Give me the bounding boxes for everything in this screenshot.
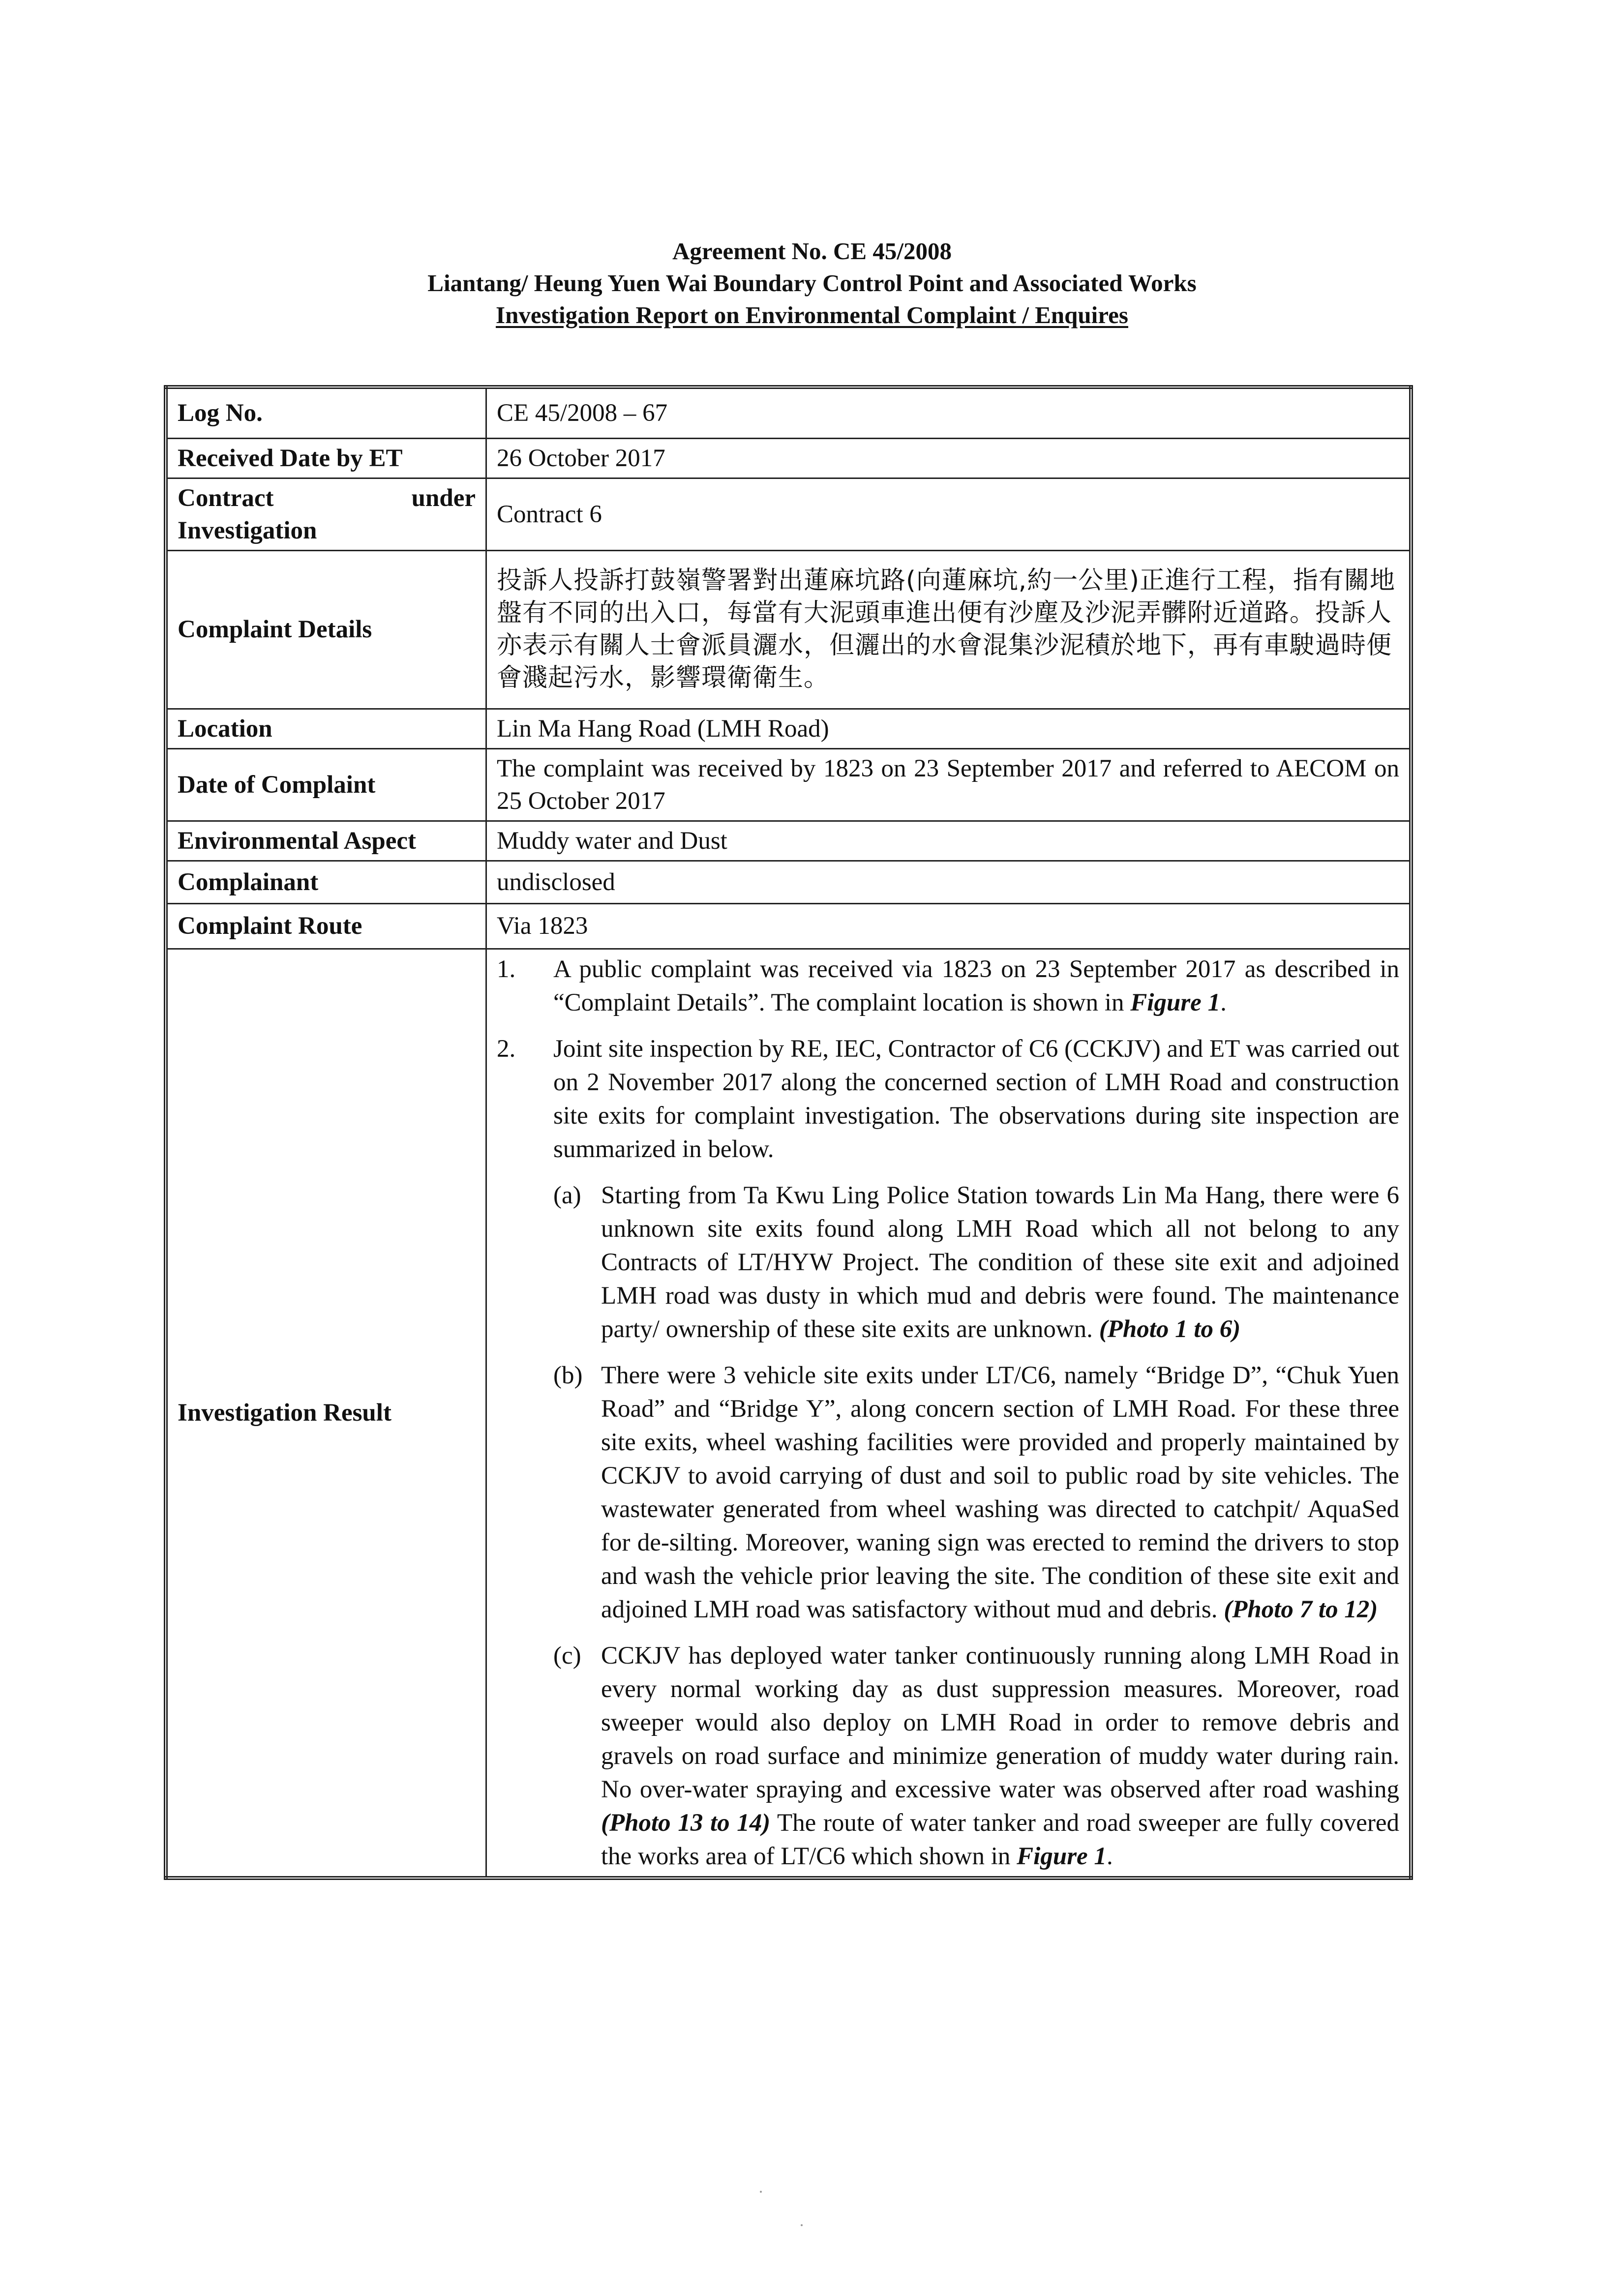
- item-text: CCKJV has deployed water tanker continuously running along LMH Road in every normal working day as dust suppression measures. Moreover, road sweeper would also deploy on LMH Road in order to remove debris and gravels on road surface and minimize generation of muddy water during rain. No over-water spraying and excessive water was observed after road washing: [601, 1641, 1399, 1803]
- scan-speck: [760, 2191, 762, 2193]
- contract-label-part3: Investigation: [178, 516, 317, 544]
- paragraph-text: Joint site inspection by RE, IEC, Contractor of C6 (CCKJV) and ET was carried out on 2 November 2017 along the concerned section of LMH Road and construction site exits for complaint investigation. The observations during site inspection are summarized in below.: [553, 1035, 1399, 1163]
- date-of-complaint-label: Date of Complaint: [166, 748, 486, 821]
- figure-reference: Figure 1: [1017, 1842, 1107, 1870]
- complaint-details-label: Complaint Details: [166, 550, 486, 709]
- complaint-route-label: Complaint Route: [166, 903, 486, 949]
- photo-reference: (Photo 13 to 14): [601, 1809, 771, 1837]
- report-title: Investigation Report on Environmental Complaint / Enquires: [496, 301, 1128, 328]
- contract-label: [166, 478, 486, 550]
- agreement-number: Agreement No. CE 45/2008: [672, 238, 952, 265]
- complaint-table: [164, 385, 1413, 1880]
- result-item-c: (c) CCKJV has deployed water tanker continuously running along LMH Road in every normal working day as dust suppression measures. Moreover, road sweeper would also deploy on LMH Road in order to remove debris and gravels on road surface and minimize generation of muddy water during rain. No over-water spraying and excessive water was observed after road washing (Photo 13 to 14) The route of water tanker and road sweeper are fully covered the works area of LT/C6 which shown in Figure 1.: [553, 1639, 1399, 1873]
- row-complainant: [166, 861, 1411, 903]
- result-paragraph-1: 1. A public complaint was received via 1823 on 23 September 2017 as described in “Complaint Details”. The complaint location is shown in Figure 1.: [497, 953, 1399, 1019]
- item-label: (c): [553, 1641, 581, 1670]
- item-text: There were 3 vehicle site exits under LT/C6, namely “Bridge D”, “Chuk Yuen Road” and “Bridge Y”, along concern section of LMH Road. For these three site exits, wheel washing facilities were provided and properly maintained by CCKJV to avoid carrying of dust and soil to public road by site vehicles. The wastewater generated from wheel washing was directed to catchpit/ AquaSed for de-silting. Moreover, waning sign was erected to remind the drivers to stop and wash the vehicle prior leaving the site. The condition of these site exit and adjoined LMH road was satisfactory without mud and debris.: [601, 1361, 1399, 1623]
- row-date-of-complaint: [166, 748, 1411, 821]
- location-label: Location: [166, 709, 486, 748]
- photo-reference: (Photo 7 to 12): [1224, 1595, 1378, 1623]
- result-paragraph-2: [497, 1032, 1399, 1166]
- photo-reference: (Photo 1 to 6): [1099, 1315, 1241, 1343]
- row-environmental-aspect: [166, 821, 1411, 861]
- complainant-label: Complainant: [166, 861, 486, 903]
- row-location: [166, 709, 1411, 748]
- row-investigation-result: [166, 949, 1411, 1878]
- row-complaint-details: [166, 550, 1411, 709]
- row-complaint-route: [166, 903, 1411, 949]
- item-text: Starting from Ta Kwu Ling Police Station towards Lin Ma Hang, there were 6 unknown site exits found along LMH Road which all not belong to any Contracts of LT/HYW Project. The condition of these site exit and adjoined LMH road was dusty in which mud and debris were found. The maintenance party/ ownership of these site exits are unknown.: [601, 1181, 1399, 1343]
- complaint-route-value: Via 1823: [486, 903, 1412, 949]
- result-item-a: [553, 1179, 1399, 1346]
- row-log-no: [166, 387, 1411, 438]
- investigation-result-value: [486, 949, 1412, 1878]
- complainant-value: undisclosed: [486, 861, 1412, 903]
- complaint-details-value: 投訴人投訴打鼓嶺警署對出蓮麻坑路(向蓮麻坑,約一公里)正進行工程，指有關地盤有不同的出入口，每當有大泥頭車進出便有沙塵及沙泥弄髒附近道路。投訴人亦表示有關人士會派員灑水，但灑出的水會混集沙泥積於地下，再有車駛過時便會濺起污水，影響環衛衛生。: [486, 550, 1412, 709]
- environmental-aspect-value: Muddy water and Dust: [486, 821, 1412, 861]
- investigation-result-label: Investigation Result: [166, 949, 486, 1878]
- log-no-value: CE 45/2008 – 67: [486, 387, 1412, 438]
- item-text-continued: The route of water tanker and road sweeper are fully covered the works area of LT/C6 which shown in: [601, 1809, 1399, 1870]
- paragraph-text: A public complaint was received via 1823 on 23 September 2017 as described in “Complaint Details”. The complaint location is shown in: [553, 955, 1399, 1016]
- project-title: Liantang/ Heung Yuen Wai Boundary Control Point and Associated Works: [427, 269, 1197, 297]
- contract-value: Contract 6: [486, 478, 1412, 550]
- paragraph-number: 2.: [497, 1035, 516, 1063]
- row-received-date: [166, 438, 1411, 478]
- paragraph-number: 1.: [497, 955, 516, 983]
- row-contract: [166, 478, 1411, 550]
- scan-speck: [801, 2224, 803, 2226]
- item-label: (a): [553, 1181, 581, 1209]
- report-header: [0, 235, 1624, 331]
- result-item-b: [553, 1359, 1399, 1626]
- figure-reference: Figure 1: [1130, 988, 1221, 1016]
- location-value: Lin Ma Hang Road (LMH Road): [486, 709, 1412, 748]
- contract-label-part1: Contract: [178, 484, 274, 512]
- environmental-aspect-label: Environmental Aspect: [166, 821, 486, 861]
- received-date-value: 26 October 2017: [486, 438, 1412, 478]
- item-label: (b): [553, 1361, 583, 1389]
- log-no-label: Log No.: [166, 387, 486, 438]
- contract-label-part2: under: [411, 484, 476, 512]
- received-date-label: Received Date by ET: [166, 438, 486, 478]
- date-of-complaint-value: The complaint was received by 1823 on 23 September 2017 and referred to AECOM on 25 October 2017: [486, 748, 1412, 821]
